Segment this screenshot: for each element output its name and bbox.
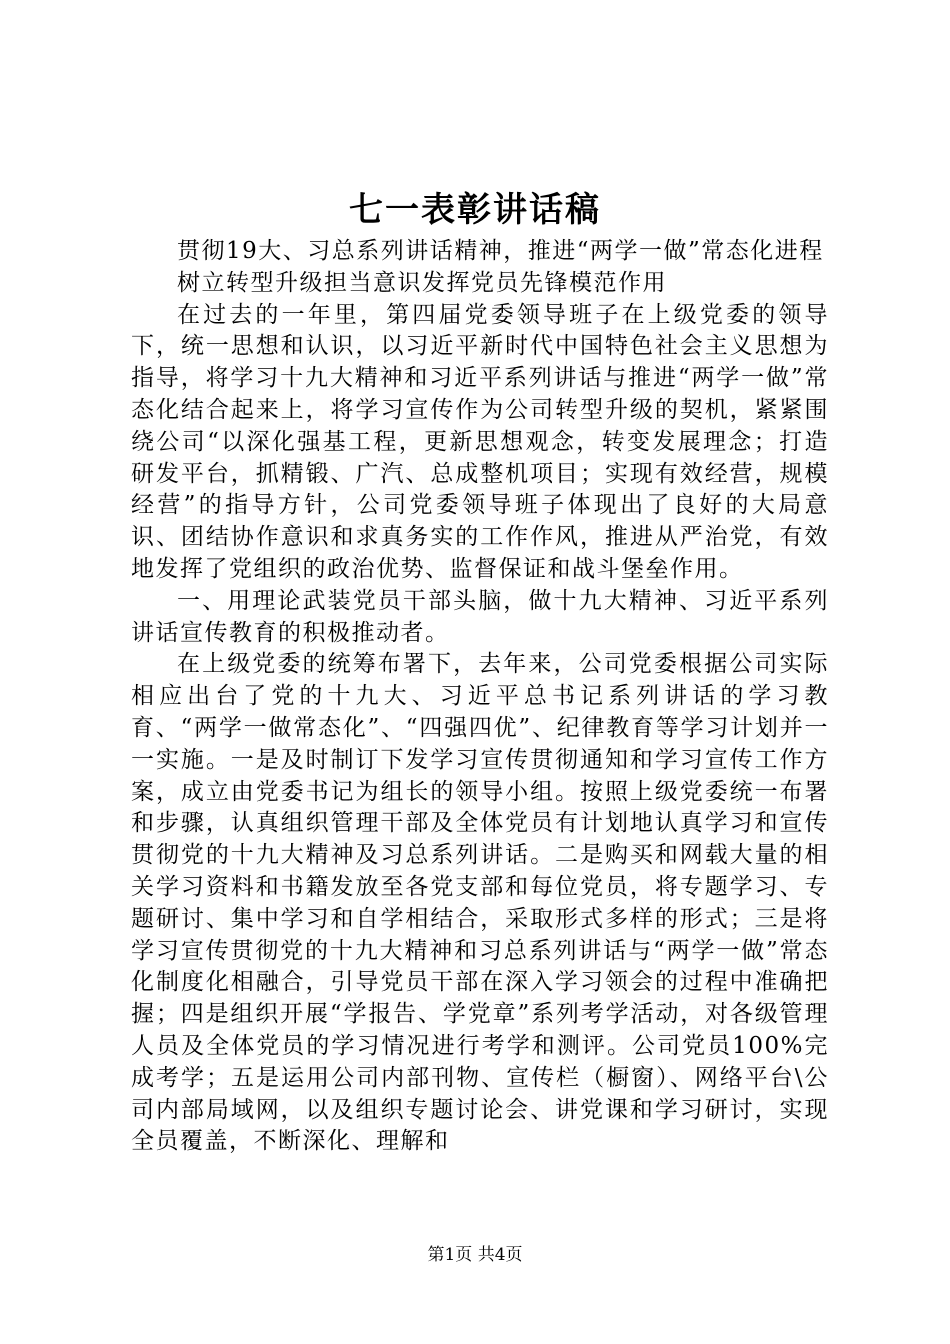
page-number-footer: 第1页 共4页 (427, 1245, 523, 1265)
paragraph-subtitle: 贯彻19大、习总系列讲话精神，推进“两学一做”常态化进程 (177, 238, 824, 264)
document-body (131, 236, 829, 1158)
paragraph-theme: 树立转型升级担当意识发挥党员先锋模范作用 (177, 269, 667, 296)
document-title: 七一表彰讲话稿 (349, 190, 601, 230)
paragraph-section-body: 在上级党委的统筹布署下，去年来，公司党委根据公司实际相应出台了党的十九大、习近平总书记系列讲话的学习教育、“两学一做常态化”、“四强四优”、纪律教育等学习计划并一一实施。一是及时制订下发学习宣传贯彻通知和学习宣传工作方案，成立由党委书记为组长的领导小组。按照上级党委统一布署和步骤，认真组织管理干部及全体党员有计划地认真学习和宣传贯彻党的十九大精神及习总系列讲话。二是购买和网载大量的相关学习资料和书籍发放至各党支部和每位党员，将专题学习、专题研讨、集中学习和自学相结合，采取形式多样的形式；三是将学习宣传贯彻党的十九大精神和习总系列讲话与“两学一做”常态化制度化相融合，引导党员干部在深入学习领会的过程中准确把握；四是组织开展“学报告、学党章”系列考学活动，对各级管理人员及全体党员的学习情况进行考学和测评。公司党员100%完成考学；五是运用公司内部刊物、宣传栏（橱窗）、网络平台\公司内部局域网，以及组织专题讨论会、讲党课和学习研讨，实现全员覆盖，不断深化、理解和 (131, 651, 829, 1155)
paragraph-section-heading: 一、用理论武装党员干部头脑，做十九大精神、习近平系列讲话宣传教育的积极推动者。 (131, 587, 829, 646)
paragraph-review: 在过去的一年里，第四届党委领导班子在上级党委的领导下，统一思想和认识，以习近平新时代中国特色社会主义思想为指导，将学习十九大精神和习近平系列讲话与推进“两学一做”常态化结合起来上，将学习宣传作为公司转型升级的契机，紧紧围绕公司“以深化强基工程，更新思想观念，转变发展理念；打造研发平台，抓精锻、广汽、总成整机项目；实现有效经营，规模经营”的指导方针，公司党委领导班子体现出了良好的大局意识、团结协作意识和求真务实的工作作风，推进从严治党，有效地发挥了党组织的政治优势、监督保证和战斗堡垒作用。 (131, 301, 829, 582)
